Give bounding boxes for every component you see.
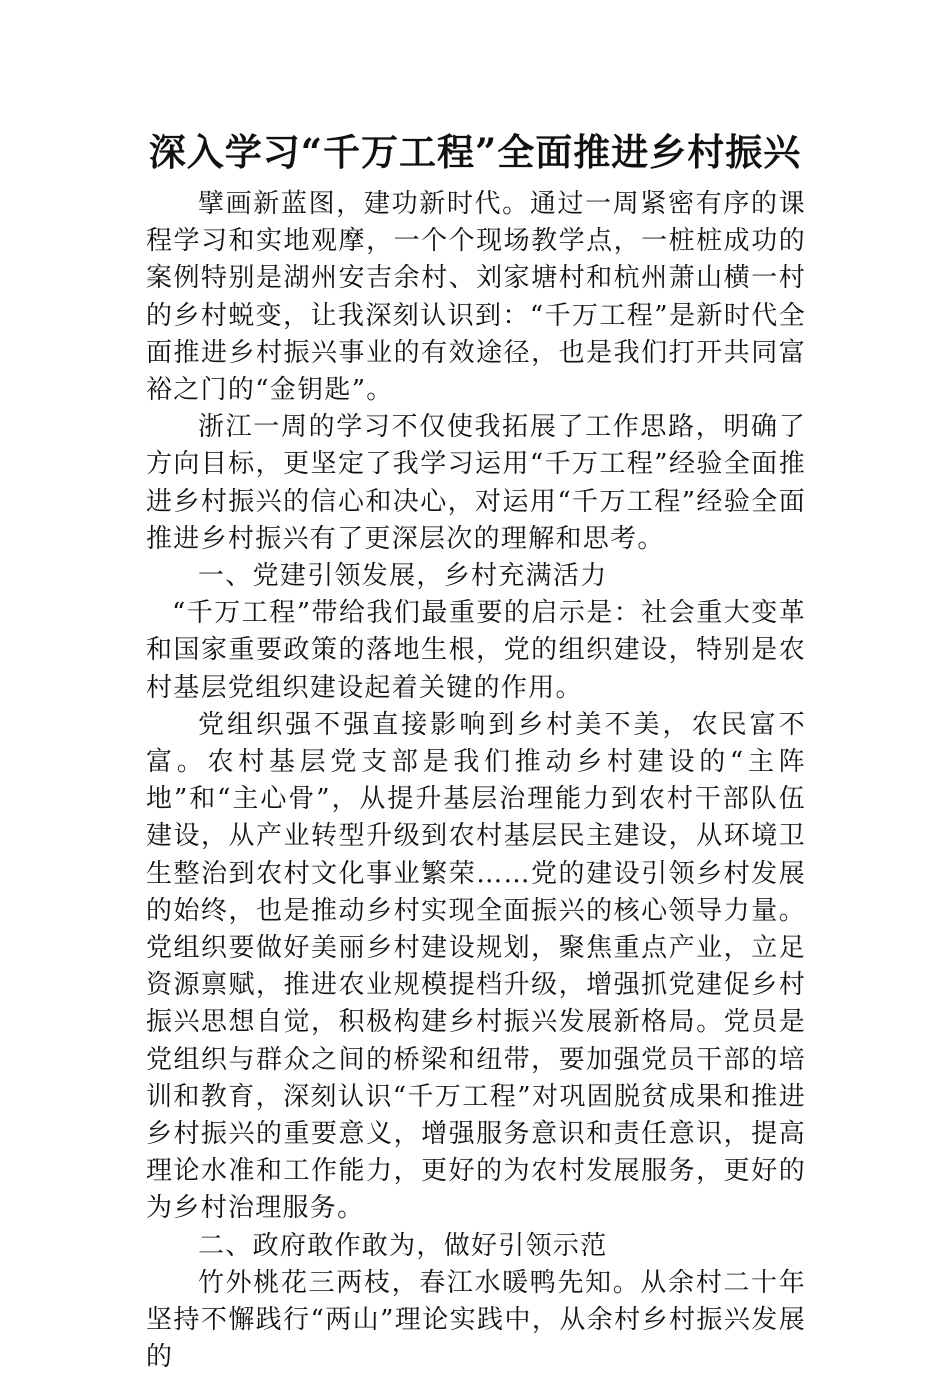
section-heading-2: 二、政府敢作敢为，做好引领示范: [198, 1230, 608, 1261]
paragraph-party-organization: 党组织强不强直接影响到乡村美不美，农民富不富。农村基层党支部是我们推动乡村建设的“主阵地”和“主心骨”，从提升基层治理能力到农村干部队伍建设，从产业转型升级到农村基层民主建设，从环境卫生整治到农村文化事业繁荣……党的建设引领乡村发展的始终，也是推动乡村实现全面振兴的核心领导力量。党组织要做好美丽乡村建设规划，聚焦重点产业，立足资源禀赋，推进农业规模提档升级，增强抓党建促乡村振兴思想自觉，积极构建乡村振兴发展新格局。党员是党组织与群众之间的桥梁和纽带，要加强党员干部的培训和教育，深刻认识“千万工程”对巩固脱贫成果和推进乡村振兴的重要意义，增强服务意识和责任意识，提高理论水准和工作能力，更好的为农村发展服务，更好的为乡村治理服务。: [146, 709, 806, 1224]
paragraph-study-summary: 浙江一周的学习不仅使我拓展了工作思路，明确了方向目标，更坚定了我学习运用“千万工程”经验全面推进乡村振兴的信心和决心，对运用“千万工程”经验全面推进乡村振兴有了更深层次的理解和思考。: [146, 412, 806, 554]
paragraph-intro: 擘画新蓝图，建功新时代。通过一周紧密有序的课程学习和实地观摩，一个个现场教学点，一桩桩成功的案例特别是湖州安吉余村、刘家塘村和杭州萧山横一村的乡村蜕变，让我深刻认识到：“千万工程”是新时代全面推进乡村振兴事业的有效途径，也是我们打开共同富裕之门的“金钥匙”。: [146, 189, 806, 406]
document-body: [146, 186, 806, 1377]
document-title: 深入学习“千万工程”全面推进乡村振兴: [148, 130, 802, 174]
section-heading-1: 一、党建引领发展，乡村充满活力: [198, 561, 608, 592]
paragraph-government-role: 竹外桃花三两枝，春江水暖鸭先知。从余村二十年坚持不懈践行“两山”理论实践中，从余村乡村振兴发展的: [146, 1267, 806, 1373]
paragraph-key-insight: “千万工程”带给我们最重要的启示是：社会重大变革和国家重要政策的落地生根，党的组织建设，特别是农村基层党组织建设起着关键的作用。: [146, 598, 806, 703]
